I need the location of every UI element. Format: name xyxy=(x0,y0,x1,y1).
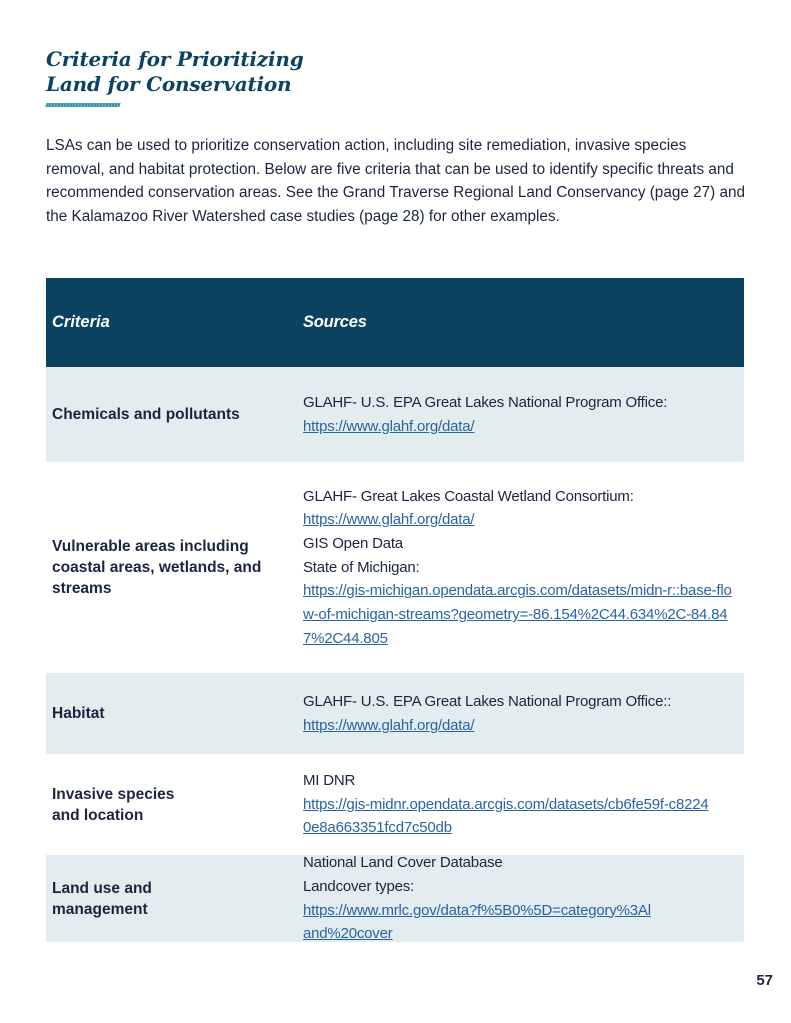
source-link[interactable]: https://www.glahf.org/data/ xyxy=(303,511,475,529)
sources-cell xyxy=(303,391,744,438)
source-text: GLAHF- U.S. EPA Great Lakes National Program Office:: xyxy=(303,692,672,710)
intro-paragraph: LSAs can be used to prioritize conservation action, including site remediation, invasive species removal, and habitat protection. Below are five criteria that can be used to identify specific threats and recommended conservation areas. See the Grand Traverse Regional Land Conservancy (page 27) and the Kalamazoo River Watershed case studies (page 28) for other examples. xyxy=(46,137,745,226)
title-underline-decoration xyxy=(45,103,120,107)
criteria-cell: Chemicals and pollutants xyxy=(52,406,240,423)
source-text: GLAHF- Great Lakes Coastal Wetland Consortium: xyxy=(303,487,634,505)
source-text: State of Michigan: xyxy=(303,558,420,576)
page-title xyxy=(46,47,303,97)
page-number: 57 xyxy=(756,972,773,989)
table-row xyxy=(46,754,744,855)
criteria-sources-table xyxy=(46,278,744,942)
criteria-cell: Habitat xyxy=(52,705,105,722)
source-link[interactable]: https://gis-midnr.opendata.arcgis.com/datasets/cb6fe59f-c82240e8a663351fcd7c50db xyxy=(303,795,709,837)
criteria-cell: Vulnerable areas including coastal areas, wetlands, and streams xyxy=(52,538,262,597)
source-text: National Land Cover Database xyxy=(303,854,503,872)
table-row xyxy=(46,673,744,754)
source-link[interactable]: https://www.mrlc.gov/data?f%5B0%5D=category%3Aland%20cover xyxy=(303,901,651,943)
table-row xyxy=(46,367,744,462)
criteria-cell: Land use and management xyxy=(52,879,152,918)
page-title-line-2: Land for Conservation xyxy=(46,72,292,96)
sources-cell xyxy=(303,851,744,946)
source-text: Landcover types: xyxy=(303,877,415,895)
sources-cell xyxy=(303,769,744,840)
source-text: GIS Open Data xyxy=(303,534,403,552)
sources-cell xyxy=(303,690,744,737)
criteria-cell: Invasive species and location xyxy=(52,785,175,824)
source-text: GLAHF- U.S. EPA Great Lakes National Program Office: xyxy=(303,393,668,411)
sources-cell xyxy=(303,485,744,651)
column-header-criteria: Criteria xyxy=(52,313,110,331)
source-link[interactable]: https://gis-michigan.opendata.arcgis.com/datasets/midn-r::base-flow-of-michigan-streams?geometry=-86.154%2C44.634%2C-84.847%2C44.805 xyxy=(303,582,732,647)
table-row xyxy=(46,462,744,673)
source-link[interactable]: https://www.glahf.org/data/ xyxy=(303,417,475,435)
table-header-row xyxy=(46,278,744,367)
table-row xyxy=(46,855,744,942)
page-title-line-1: Criteria for Prioritizing xyxy=(46,47,304,71)
column-header-sources: Sources xyxy=(303,312,367,331)
source-link[interactable]: https://www.glahf.org/data/ xyxy=(303,716,475,734)
source-text: MI DNR xyxy=(303,771,356,789)
